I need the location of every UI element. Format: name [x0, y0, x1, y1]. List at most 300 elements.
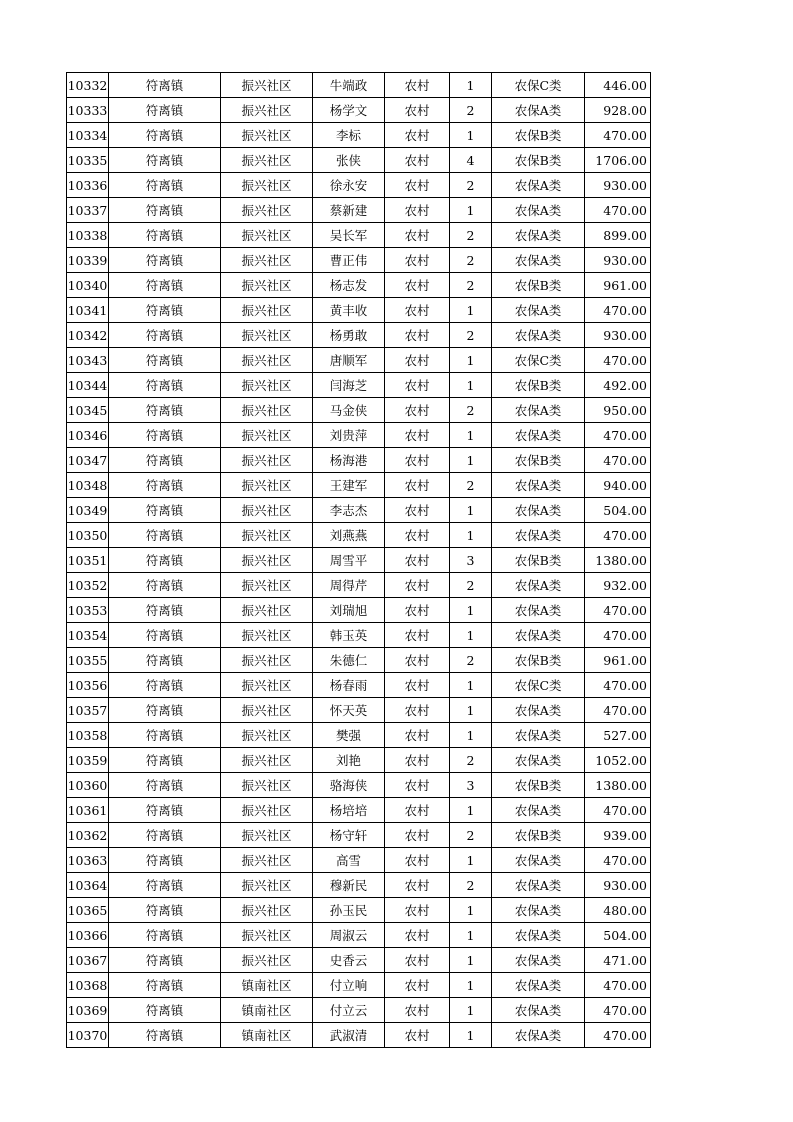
name-cell: 周雪平 [313, 548, 385, 573]
town-cell: 符离镇 [109, 273, 221, 298]
insurance-class-cell: 农保B类 [492, 373, 585, 398]
community-cell: 振兴社区 [221, 423, 313, 448]
amount-cell: 930.00 [585, 173, 651, 198]
insurance-class-cell: 农保A类 [492, 973, 585, 998]
amount-cell: 961.00 [585, 648, 651, 673]
amount-cell: 470.00 [585, 423, 651, 448]
table-row [67, 898, 651, 923]
table-row [67, 848, 651, 873]
community-cell: 振兴社区 [221, 598, 313, 623]
household-size-cell: 1 [450, 198, 492, 223]
record-id-cell: 10336 [67, 173, 109, 198]
name-cell: 武淑清 [313, 1023, 385, 1048]
insurance-class-cell: 农保A类 [492, 1023, 585, 1048]
table-row [67, 398, 651, 423]
town-cell: 符离镇 [109, 198, 221, 223]
record-id-cell: 10338 [67, 223, 109, 248]
household-size-cell: 3 [450, 773, 492, 798]
town-cell: 符离镇 [109, 723, 221, 748]
record-id-cell: 10366 [67, 923, 109, 948]
household-type-cell: 农村 [385, 798, 450, 823]
insurance-class-cell: 农保B类 [492, 648, 585, 673]
amount-cell: 939.00 [585, 823, 651, 848]
town-cell: 符离镇 [109, 923, 221, 948]
table-row [67, 873, 651, 898]
table-row [67, 573, 651, 598]
household-type-cell: 农村 [385, 673, 450, 698]
household-type-cell: 农村 [385, 623, 450, 648]
town-cell: 符离镇 [109, 573, 221, 598]
household-size-cell: 1 [450, 698, 492, 723]
table-row [67, 823, 651, 848]
insurance-class-cell: 农保A类 [492, 473, 585, 498]
amount-cell: 492.00 [585, 373, 651, 398]
household-size-cell: 1 [450, 898, 492, 923]
name-cell: 吴长军 [313, 223, 385, 248]
household-type-cell: 农村 [385, 573, 450, 598]
town-cell: 符离镇 [109, 173, 221, 198]
community-cell: 镇南社区 [221, 998, 313, 1023]
table-row [67, 523, 651, 548]
household-type-cell: 农村 [385, 848, 450, 873]
community-cell: 振兴社区 [221, 398, 313, 423]
household-type-cell: 农村 [385, 273, 450, 298]
community-cell: 振兴社区 [221, 223, 313, 248]
table-row [67, 373, 651, 398]
amount-cell: 961.00 [585, 273, 651, 298]
name-cell: 樊强 [313, 723, 385, 748]
table-row [67, 748, 651, 773]
community-cell: 振兴社区 [221, 948, 313, 973]
name-cell: 唐顺军 [313, 348, 385, 373]
insurance-class-cell: 农保A类 [492, 923, 585, 948]
community-cell: 振兴社区 [221, 623, 313, 648]
name-cell: 杨志发 [313, 273, 385, 298]
insurance-class-cell: 农保A类 [492, 873, 585, 898]
record-id-cell: 10334 [67, 123, 109, 148]
insurance-class-cell: 农保A类 [492, 898, 585, 923]
record-id-cell: 10367 [67, 948, 109, 973]
household-type-cell: 农村 [385, 373, 450, 398]
record-id-cell: 10343 [67, 348, 109, 373]
household-type-cell: 农村 [385, 348, 450, 373]
town-cell: 符离镇 [109, 798, 221, 823]
table-row [67, 323, 651, 348]
household-size-cell: 1 [450, 448, 492, 473]
household-size-cell: 2 [450, 248, 492, 273]
record-id-cell: 10340 [67, 273, 109, 298]
household-size-cell: 1 [450, 923, 492, 948]
community-cell: 振兴社区 [221, 748, 313, 773]
household-type-cell: 农村 [385, 398, 450, 423]
record-id-cell: 10364 [67, 873, 109, 898]
record-id-cell: 10332 [67, 73, 109, 98]
amount-cell: 899.00 [585, 223, 651, 248]
name-cell: 史香云 [313, 948, 385, 973]
insurance-class-cell: 农保A类 [492, 98, 585, 123]
name-cell: 周得芹 [313, 573, 385, 598]
insurance-class-cell: 农保A类 [492, 998, 585, 1023]
household-type-cell: 农村 [385, 773, 450, 798]
town-cell: 符离镇 [109, 523, 221, 548]
record-id-cell: 10370 [67, 1023, 109, 1048]
community-cell: 振兴社区 [221, 848, 313, 873]
household-type-cell: 农村 [385, 123, 450, 148]
town-cell: 符离镇 [109, 598, 221, 623]
household-size-cell: 1 [450, 123, 492, 148]
table-row [67, 73, 651, 98]
insurance-class-cell: 农保A类 [492, 173, 585, 198]
insurance-class-cell: 农保A类 [492, 848, 585, 873]
community-cell: 振兴社区 [221, 498, 313, 523]
household-type-cell: 农村 [385, 973, 450, 998]
household-size-cell: 2 [450, 323, 492, 348]
record-id-cell: 10360 [67, 773, 109, 798]
household-size-cell: 2 [450, 223, 492, 248]
household-type-cell: 农村 [385, 823, 450, 848]
table-row [67, 673, 651, 698]
community-cell: 振兴社区 [221, 573, 313, 598]
town-cell: 符离镇 [109, 623, 221, 648]
community-cell: 镇南社区 [221, 1023, 313, 1048]
amount-cell: 932.00 [585, 573, 651, 598]
amount-cell: 1706.00 [585, 148, 651, 173]
name-cell: 黄丰收 [313, 298, 385, 323]
household-size-cell: 2 [450, 873, 492, 898]
household-size-cell: 1 [450, 1023, 492, 1048]
amount-cell: 471.00 [585, 948, 651, 973]
amount-cell: 470.00 [585, 198, 651, 223]
household-size-cell: 1 [450, 298, 492, 323]
insurance-class-cell: 农保A类 [492, 948, 585, 973]
insurance-class-cell: 农保A类 [492, 523, 585, 548]
insurance-class-cell: 农保A类 [492, 598, 585, 623]
town-cell: 符离镇 [109, 373, 221, 398]
amount-cell: 527.00 [585, 723, 651, 748]
amount-cell: 470.00 [585, 523, 651, 548]
insurance-class-cell: 农保A类 [492, 798, 585, 823]
record-id-cell: 10349 [67, 498, 109, 523]
household-size-cell: 2 [450, 648, 492, 673]
table-row [67, 248, 651, 273]
table-row [67, 598, 651, 623]
name-cell: 杨海港 [313, 448, 385, 473]
household-size-cell: 4 [450, 148, 492, 173]
insurance-class-cell: 农保C类 [492, 73, 585, 98]
insurance-class-cell: 农保B类 [492, 823, 585, 848]
amount-cell: 470.00 [585, 448, 651, 473]
record-id-cell: 10341 [67, 298, 109, 323]
community-cell: 振兴社区 [221, 298, 313, 323]
name-cell: 杨勇敢 [313, 323, 385, 348]
household-size-cell: 1 [450, 73, 492, 98]
town-cell: 符离镇 [109, 898, 221, 923]
record-id-cell: 10362 [67, 823, 109, 848]
community-cell: 振兴社区 [221, 98, 313, 123]
records-table-body [67, 73, 651, 1048]
amount-cell: 504.00 [585, 923, 651, 948]
household-type-cell: 农村 [385, 648, 450, 673]
table-row [67, 623, 651, 648]
community-cell: 振兴社区 [221, 473, 313, 498]
community-cell: 振兴社区 [221, 648, 313, 673]
name-cell: 韩玉英 [313, 623, 385, 648]
household-type-cell: 农村 [385, 173, 450, 198]
household-type-cell: 农村 [385, 598, 450, 623]
amount-cell: 1052.00 [585, 748, 651, 773]
household-type-cell: 农村 [385, 198, 450, 223]
community-cell: 振兴社区 [221, 523, 313, 548]
name-cell: 朱德仁 [313, 648, 385, 673]
household-type-cell: 农村 [385, 473, 450, 498]
insurance-class-cell: 农保B类 [492, 148, 585, 173]
name-cell: 徐永安 [313, 173, 385, 198]
insurance-class-cell: 农保A类 [492, 223, 585, 248]
amount-cell: 940.00 [585, 473, 651, 498]
household-type-cell: 农村 [385, 873, 450, 898]
community-cell: 振兴社区 [221, 198, 313, 223]
household-size-cell: 2 [450, 173, 492, 198]
town-cell: 符离镇 [109, 398, 221, 423]
table-row [67, 348, 651, 373]
community-cell: 振兴社区 [221, 923, 313, 948]
amount-cell: 930.00 [585, 323, 651, 348]
community-cell: 振兴社区 [221, 173, 313, 198]
insurance-class-cell: 农保B类 [492, 123, 585, 148]
household-size-cell: 3 [450, 548, 492, 573]
insurance-class-cell: 农保B类 [492, 448, 585, 473]
household-type-cell: 农村 [385, 748, 450, 773]
table-row [67, 723, 651, 748]
name-cell: 刘艳 [313, 748, 385, 773]
name-cell: 刘瑞旭 [313, 598, 385, 623]
table-row [67, 973, 651, 998]
household-type-cell: 农村 [385, 223, 450, 248]
town-cell: 符离镇 [109, 223, 221, 248]
household-type-cell: 农村 [385, 998, 450, 1023]
town-cell: 符离镇 [109, 873, 221, 898]
household-size-cell: 2 [450, 473, 492, 498]
town-cell: 符离镇 [109, 1023, 221, 1048]
household-size-cell: 1 [450, 673, 492, 698]
record-id-cell: 10356 [67, 673, 109, 698]
community-cell: 振兴社区 [221, 673, 313, 698]
insurance-class-cell: 农保B类 [492, 273, 585, 298]
town-cell: 符离镇 [109, 423, 221, 448]
town-cell: 符离镇 [109, 323, 221, 348]
town-cell: 符离镇 [109, 298, 221, 323]
household-size-cell: 1 [450, 623, 492, 648]
community-cell: 振兴社区 [221, 698, 313, 723]
amount-cell: 446.00 [585, 73, 651, 98]
amount-cell: 470.00 [585, 673, 651, 698]
record-id-cell: 10333 [67, 98, 109, 123]
name-cell: 李标 [313, 123, 385, 148]
name-cell: 牛端政 [313, 73, 385, 98]
town-cell: 符离镇 [109, 248, 221, 273]
table-row [67, 698, 651, 723]
town-cell: 符离镇 [109, 98, 221, 123]
insurance-class-cell: 农保C类 [492, 673, 585, 698]
household-size-cell: 2 [450, 823, 492, 848]
record-id-cell: 10351 [67, 548, 109, 573]
community-cell: 振兴社区 [221, 798, 313, 823]
town-cell: 符离镇 [109, 548, 221, 573]
insurance-class-cell: 农保A类 [492, 623, 585, 648]
name-cell: 怀天英 [313, 698, 385, 723]
household-size-cell: 1 [450, 848, 492, 873]
insurance-class-cell: 农保B类 [492, 773, 585, 798]
name-cell: 杨学文 [313, 98, 385, 123]
community-cell: 振兴社区 [221, 73, 313, 98]
table-row [67, 948, 651, 973]
household-size-cell: 1 [450, 948, 492, 973]
name-cell: 刘贵萍 [313, 423, 385, 448]
table-row [67, 498, 651, 523]
community-cell: 振兴社区 [221, 273, 313, 298]
record-id-cell: 10348 [67, 473, 109, 498]
household-type-cell: 农村 [385, 1023, 450, 1048]
record-id-cell: 10350 [67, 523, 109, 548]
town-cell: 符离镇 [109, 823, 221, 848]
record-id-cell: 10347 [67, 448, 109, 473]
household-size-cell: 1 [450, 723, 492, 748]
table-row [67, 1023, 651, 1048]
community-cell: 振兴社区 [221, 873, 313, 898]
record-id-cell: 10345 [67, 398, 109, 423]
record-id-cell: 10355 [67, 648, 109, 673]
household-type-cell: 农村 [385, 248, 450, 273]
town-cell: 符离镇 [109, 973, 221, 998]
household-type-cell: 农村 [385, 523, 450, 548]
insurance-class-cell: 农保A类 [492, 298, 585, 323]
town-cell: 符离镇 [109, 998, 221, 1023]
town-cell: 符离镇 [109, 123, 221, 148]
household-type-cell: 农村 [385, 323, 450, 348]
insurance-class-cell: 农保A类 [492, 723, 585, 748]
insurance-class-cell: 农保A类 [492, 498, 585, 523]
amount-cell: 1380.00 [585, 773, 651, 798]
household-size-cell: 2 [450, 398, 492, 423]
table-row [67, 923, 651, 948]
record-id-cell: 10352 [67, 573, 109, 598]
community-cell: 振兴社区 [221, 148, 313, 173]
amount-cell: 480.00 [585, 898, 651, 923]
household-type-cell: 农村 [385, 298, 450, 323]
household-size-cell: 2 [450, 748, 492, 773]
record-id-cell: 10357 [67, 698, 109, 723]
amount-cell: 470.00 [585, 998, 651, 1023]
name-cell: 骆海侠 [313, 773, 385, 798]
town-cell: 符离镇 [109, 73, 221, 98]
town-cell: 符离镇 [109, 948, 221, 973]
town-cell: 符离镇 [109, 848, 221, 873]
amount-cell: 470.00 [585, 973, 651, 998]
record-id-cell: 10339 [67, 248, 109, 273]
name-cell: 马金侠 [313, 398, 385, 423]
town-cell: 符离镇 [109, 748, 221, 773]
household-size-cell: 1 [450, 798, 492, 823]
insurance-class-cell: 农保A类 [492, 248, 585, 273]
insurance-class-cell: 农保A类 [492, 573, 585, 598]
household-size-cell: 1 [450, 998, 492, 1023]
record-id-cell: 10342 [67, 323, 109, 348]
name-cell: 穆新民 [313, 873, 385, 898]
insurance-class-cell: 农保A类 [492, 398, 585, 423]
insurance-class-cell: 农保A类 [492, 323, 585, 348]
table-row [67, 148, 651, 173]
amount-cell: 470.00 [585, 298, 651, 323]
insurance-class-cell: 农保A类 [492, 423, 585, 448]
community-cell: 振兴社区 [221, 373, 313, 398]
insurance-class-cell: 农保B类 [492, 548, 585, 573]
amount-cell: 470.00 [585, 348, 651, 373]
household-type-cell: 农村 [385, 923, 450, 948]
amount-cell: 470.00 [585, 848, 651, 873]
name-cell: 孙玉民 [313, 898, 385, 923]
record-id-cell: 10359 [67, 748, 109, 773]
name-cell: 高雪 [313, 848, 385, 873]
household-type-cell: 农村 [385, 948, 450, 973]
name-cell: 曹正伟 [313, 248, 385, 273]
name-cell: 李志杰 [313, 498, 385, 523]
record-id-cell: 10361 [67, 798, 109, 823]
amount-cell: 470.00 [585, 1023, 651, 1048]
table-row [67, 298, 651, 323]
table-row [67, 423, 651, 448]
name-cell: 杨守轩 [313, 823, 385, 848]
household-type-cell: 农村 [385, 148, 450, 173]
record-id-cell: 10368 [67, 973, 109, 998]
amount-cell: 1380.00 [585, 548, 651, 573]
name-cell: 闫海芝 [313, 373, 385, 398]
household-size-cell: 1 [450, 598, 492, 623]
town-cell: 符离镇 [109, 498, 221, 523]
amount-cell: 930.00 [585, 873, 651, 898]
table-row [67, 273, 651, 298]
household-size-cell: 1 [450, 348, 492, 373]
record-id-cell: 10346 [67, 423, 109, 448]
name-cell: 周淑云 [313, 923, 385, 948]
household-type-cell: 农村 [385, 723, 450, 748]
community-cell: 镇南社区 [221, 973, 313, 998]
household-size-cell: 2 [450, 273, 492, 298]
table-row [67, 98, 651, 123]
table-row [67, 798, 651, 823]
household-size-cell: 1 [450, 973, 492, 998]
town-cell: 符离镇 [109, 473, 221, 498]
community-cell: 振兴社区 [221, 823, 313, 848]
amount-cell: 470.00 [585, 623, 651, 648]
insurance-class-cell: 农保A类 [492, 198, 585, 223]
household-type-cell: 农村 [385, 448, 450, 473]
name-cell: 蔡新建 [313, 198, 385, 223]
town-cell: 符离镇 [109, 698, 221, 723]
amount-cell: 950.00 [585, 398, 651, 423]
household-type-cell: 农村 [385, 548, 450, 573]
record-id-cell: 10344 [67, 373, 109, 398]
community-cell: 振兴社区 [221, 323, 313, 348]
community-cell: 振兴社区 [221, 248, 313, 273]
town-cell: 符离镇 [109, 448, 221, 473]
household-type-cell: 农村 [385, 98, 450, 123]
record-id-cell: 10353 [67, 598, 109, 623]
record-id-cell: 10354 [67, 623, 109, 648]
table-row [67, 648, 651, 673]
amount-cell: 470.00 [585, 698, 651, 723]
household-size-cell: 1 [450, 423, 492, 448]
name-cell: 付立云 [313, 998, 385, 1023]
